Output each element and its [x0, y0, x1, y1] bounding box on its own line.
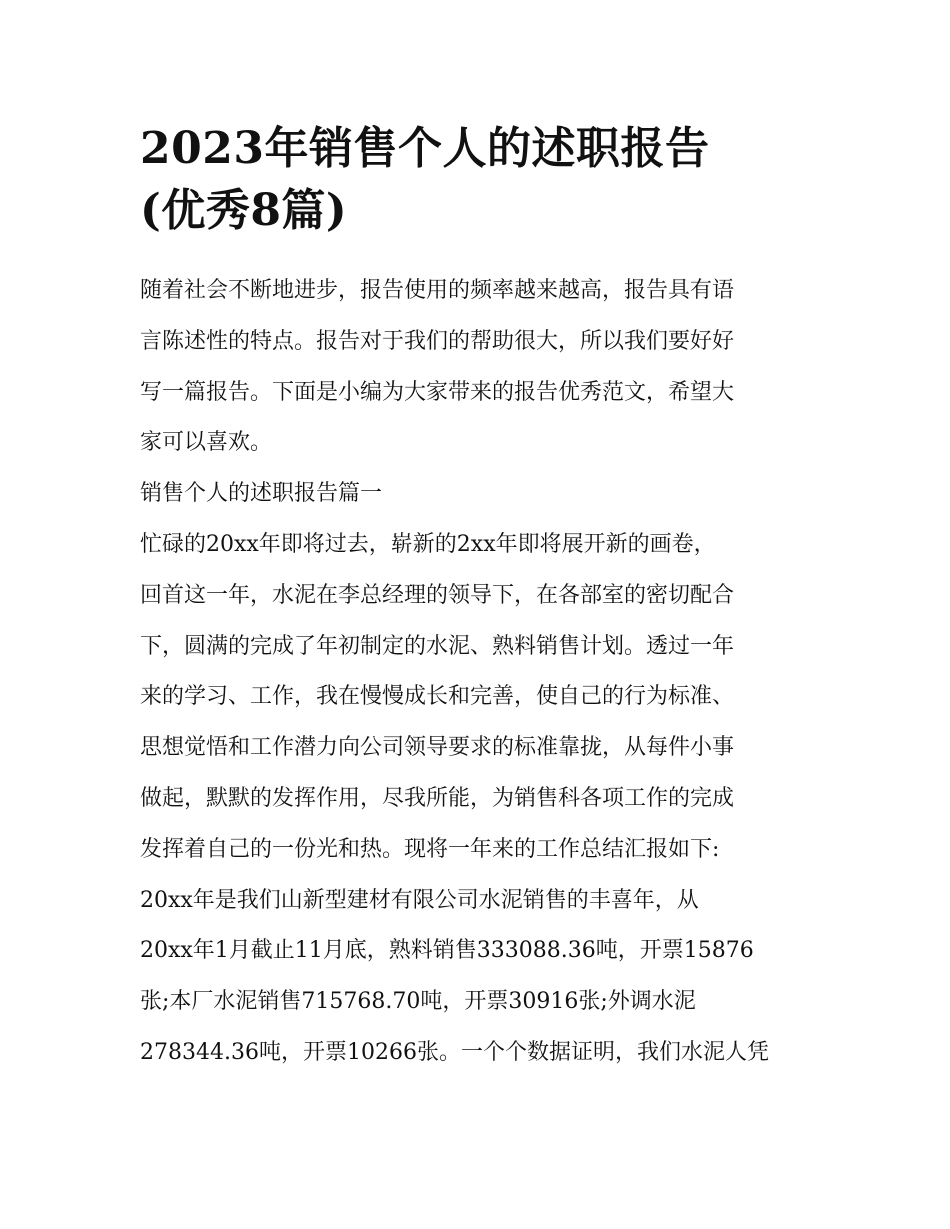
text-line: 来的学习、工作，我在慢慢成长和完善，使自己的行为标准、	[140, 684, 735, 710]
title-line: (优秀8篇)	[140, 185, 348, 236]
text-line: 做起，默默的发挥作用，尽我所能，为销售科各项工作的完成	[140, 785, 735, 811]
document-body	[140, 266, 820, 1079]
document-title	[140, 118, 820, 242]
text-line: 张;本厂水泥销售715768.70吨，开票30916张;外调水泥	[140, 989, 696, 1015]
text-line: 思想觉悟和工作潜力向公司领导要求的标准靠拢，从每件小事	[140, 735, 735, 761]
text-line: 写一篇报告。下面是小编为大家带来的报告优秀范文，希望大	[140, 379, 735, 405]
intro-paragraph	[140, 266, 820, 469]
text-line: 家可以喜欢。	[140, 430, 273, 456]
text-line: 下，圆满的完成了年初制定的水泥、熟料销售计划。透过一年	[140, 633, 735, 659]
document-page	[140, 118, 820, 1079]
text-line: 回首这一年，水泥在李总经理的领导下，在各部室的密切配合	[140, 582, 735, 608]
section-heading: 销售个人的述职报告篇一	[140, 481, 383, 507]
text-line: 忙碌的20xx年即将过去，崭新的2xx年即将展开新的画卷，	[140, 531, 716, 557]
text-line: 发挥着自己的一份光和热。现将一年来的工作总结汇报如下:	[140, 836, 720, 862]
text-line: 言陈述性的特点。报告对于我们的帮助很大，所以我们要好好	[140, 328, 735, 354]
body-paragraph	[140, 520, 820, 1079]
text-line: 20xx年1月截止11月底，熟料销售333088.36吨，开票15876	[140, 938, 754, 964]
title-line: 2023年销售个人的述职报告	[140, 123, 710, 174]
text-line: 随着社会不断地进步，报告使用的频率越来越高，报告具有语	[140, 278, 735, 303]
text-line: 278344.36吨，开票10266张。一个个数据证明，我们水泥人凭	[140, 1039, 769, 1065]
text-line: 20xx年是我们山新型建材有限公司水泥销售的丰喜年，从	[140, 887, 699, 913]
